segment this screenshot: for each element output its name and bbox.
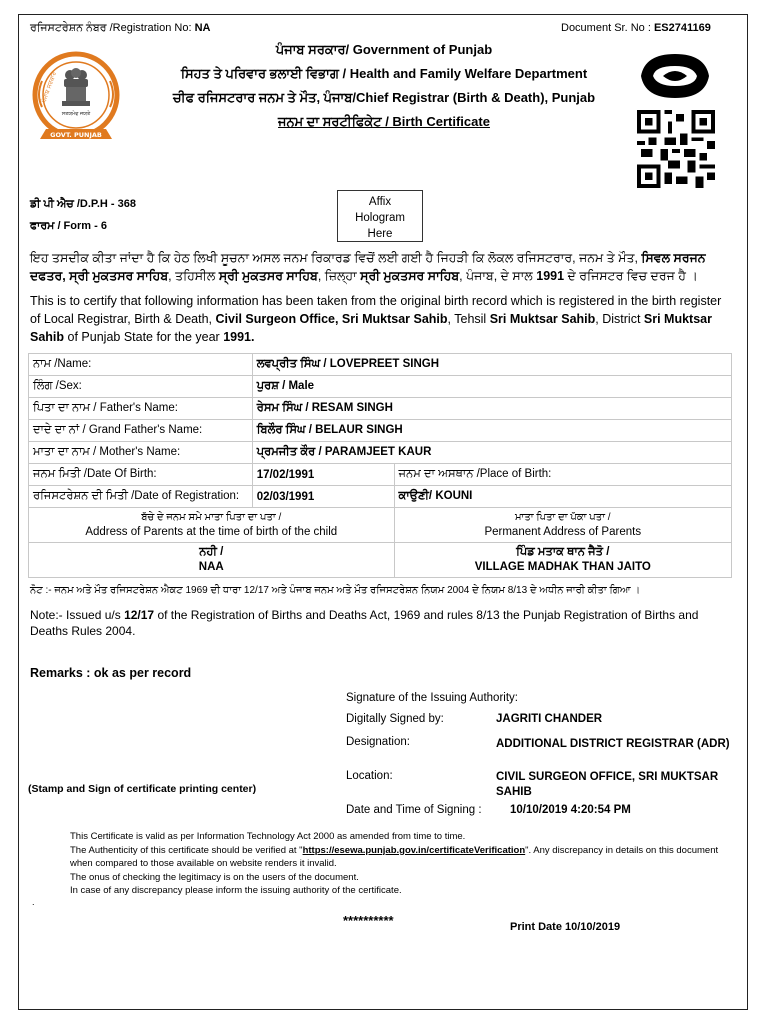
registration-label: ਰਜਿਸਟਰੇਸ਼ਨ ਨੰਬਰ /Registration No: xyxy=(30,22,192,34)
esewa-logo-icon xyxy=(635,48,715,104)
seal-ribbon-text: GOVT. PUNJAB xyxy=(50,131,102,139)
mother-value: ਪ੍ਰਮਜੀਤ ਕੌਰ / PARAMJEET KAUR xyxy=(252,442,731,464)
form-number: ਫਾਰਮ / Form - 6 xyxy=(30,220,107,232)
table-row xyxy=(29,508,732,543)
english-certify-paragraph: This is to certify that following information has been taken from the original birth record which is registered in the birth register of Local Registrar, Birth & Death, Civil Surgeon Office, Sri Muktsar Sahib, Tehsil Sri Muktsar Sahib, District Sri Muktsar Sahib of Punjab State for the year 1991. xyxy=(30,294,722,344)
note-english: Note:- Issued u/s 12/17 of the Registration of Births and Deaths Act, 1969 and rules 8/13 the Punjab Registration of Births and Deaths Rules 2004. xyxy=(30,608,699,638)
header-government: ਪੰਜਾਬ ਸਰਕਾਰ/ Government of Punjab xyxy=(275,42,493,57)
registration-value: NA xyxy=(194,22,211,34)
permanent-address-value: ਪਿੰਡ ਮਤਾਕ ਥਾਨ ਜੈਤੋ / VILLAGE MADHAK THAN JAITO xyxy=(394,543,731,578)
stars-separator: ********** xyxy=(343,913,394,928)
hologram-box xyxy=(337,190,423,242)
sex-label: ਲਿੰਗ /Sex: xyxy=(29,376,253,398)
father-value: ਰੇਸਮ ਸਿੰਘ / RESAM SINGH xyxy=(252,398,731,420)
name-value: ਲਵਪ੍ਰੀਤ ਸਿੰਘ / LOVEPREET SINGH xyxy=(252,354,731,376)
location-label: Location: xyxy=(346,770,393,782)
remarks: Remarks : ok as per record xyxy=(30,666,192,680)
address-at-birth-header: ਬੱਚੇ ਦੇ ਜਨਮ ਸਮੇ ਮਾਤਾ ਪਿਤਾ ਦਾ ਪਤਾ / Address of Parents at the time of birth of the child xyxy=(29,508,395,543)
header-registrar: ਚੀਫ ਰਜਿਸਟਰਾਰ ਜਨਮ ਤੇ ਮੌਤ, ਪੰਜਾਬ/Chief Registrar (Birth & Death), Punjab xyxy=(172,90,596,105)
seal-top-text: ਪੰਜਾਬ ਸਰਕਾਰ xyxy=(40,70,58,104)
doc-sr-label: Document Sr. No : xyxy=(561,22,651,34)
table-row xyxy=(29,442,732,464)
table-row xyxy=(29,354,732,376)
address-at-birth-value: ਨਹੀ / NAA xyxy=(29,543,395,578)
grandfather-value: ਬਿਲੌਰ ਸਿੰਘ / BELAUR SINGH xyxy=(252,420,731,442)
note-punjabi: ਨੋਟ :- ਜਨਮ ਅਤੇ ਮੌਤ ਰਜਿਸਟਰੇਸ਼ਨ ਐਕਟ 1969 ਦੀ ਧਾਰਾ 12/17 ਅਤੇ ਪੰਜਾਬ ਜਨਮ ਅਤੇ ਮੌਤ ਰਜਿਸਟਰੇਸ਼ਨ ਨਿਯਮ 2004 ਦੇ ਨਿਯਮ 8/13 ਦੇ ਅਧੀਨ ਜਾਰੀ ਕੀਤਾ ਗਿਆ । xyxy=(30,585,641,596)
signing-datetime-value: 10/10/2019 4:20:54 PM xyxy=(510,804,631,816)
designation-label: Designation: xyxy=(346,736,410,748)
mother-label: ਮਾਤਾ ਦਾ ਨਾਮ / Mother's Name: xyxy=(29,442,253,464)
document-serial xyxy=(561,22,711,34)
hologram-line1: Affix xyxy=(368,196,392,208)
designation-value: ADDITIONAL DISTRICT REGISTRAR (ADR) xyxy=(496,738,730,750)
validity-notes: This Certificate is valid as per Information Technology Act 2000 as amended from time to time. The Authenticity of this certificate should be verified at "https://esewa.punjab.gov.in/certificateVerification". Any discrepancy in details on this document when compared to those available on website renders it invalid. The onus of checking the legitimacy is on the users of the document. In case of any discrepancy please inform the issuing authority of the certificate. xyxy=(70,830,730,898)
dor-label: ਰਜਿਸਟਰੇਸ਼ਨ ਦੀ ਮਿਤੀ /Date of Registration: xyxy=(29,486,253,508)
dob-value: 17/02/1991 xyxy=(252,464,394,486)
hologram-line3: Here xyxy=(367,228,393,240)
certificate-title: ਜਨਮ ਦਾ ਸਰਟੀਫਿਕੇਟ / Birth Certificate xyxy=(278,114,490,129)
table-row xyxy=(29,376,732,398)
location-value: CIVIL SURGEON OFFICE, SRI MUKTSAR SAHIB xyxy=(496,771,719,798)
pob-label: ਜਨਮ ਦਾ ਅਸਥਾਨ /Place of Birth: xyxy=(394,464,731,486)
name-label: ਨਾਮ /Name: xyxy=(29,354,253,376)
grandfather-label: ਦਾਦੇ ਦਾ ਨਾਂ / Grand Father's Name: xyxy=(29,420,253,442)
registration-number xyxy=(30,22,211,35)
signed-by-value: JAGRITI CHANDER xyxy=(496,713,603,725)
verification-link[interactable]: https://esewa.punjab.gov.in/certificateVerification xyxy=(302,844,526,856)
signature-heading: Signature of the Issuing Authority: xyxy=(346,692,518,704)
dph-number: ਡੀ ਪੀ ਐਚ /D.P.H - 368 xyxy=(30,198,136,210)
father-label: ਪਿਤਾ ਦਾ ਨਾਮ / Father's Name: xyxy=(29,398,253,420)
verification-text: The Authenticity of this certificate should be verified at "https://esewa.punjab.gov.in/certificateVerification". Any discrepancy in details on this document when compared to those available on website renders it invalid. xyxy=(70,844,719,869)
qr-code-icon xyxy=(636,110,716,188)
table-row xyxy=(29,464,732,486)
stamp-sign-label: (Stamp and Sign of certificate printing center) xyxy=(28,783,257,795)
details-table xyxy=(28,353,732,578)
doc-sr-value: ES2741169 xyxy=(653,22,711,34)
permanent-address-header: ਮਾਤਾ ਪਿਤਾ ਦਾ ਪੱਕਾ ਪਤਾ / Permanent Address of Parents xyxy=(394,508,731,543)
punjabi-certify-paragraph: ਇਹ ਤਸਦੀਕ ਕੀਤਾ ਜਾਂਦਾ ਹੈ ਕਿ ਹੇਠ ਲਿਖੀ ਸੂਚਨਾ ਅਸਲ ਜਨਮ ਰਿਕਾਰਡ ਵਿਚੋਂ ਲਈ ਗਈ ਹੈ ਜਿਹੜੀ ਕਿ ਲੋਕਲ ਰਜਿਸਟਰਾਰ, ਜਨਮ ਤੇ ਮੌਤ, ਸਿਵਲ ਸਰਜਨ ਦਫਤਰ, ਸ੍ਰੀ ਮੁਕਤਸਰ ਸਾਹਿਬ, ਤਹਿਸੀਲ ਸ੍ਰੀ ਮੁਕਤਸਰ ਸਾਹਿਬ, ਜ਼ਿਲ੍ਹਾ ਸ੍ਰੀ ਮੁਕਤਸਰ ਸਾਹਿਬ, ਪੰਜਾਬ, ਦੇ ਸਾਲ 1991 ਦੇ ਰਜਿਸਟਰ ਵਿਚ ਦਰਜ ਹੈ । xyxy=(30,251,706,283)
sex-value: ਪੁਰਸ਼ / Male xyxy=(252,376,731,398)
table-row xyxy=(29,543,732,578)
table-row xyxy=(29,486,732,508)
header-department: ਸਿਹਤ ਤੇ ਪਰਿਵਾਰ ਭਲਾਈ ਵਿਭਾਗ / Health and Family Welfare Department xyxy=(180,66,588,81)
hologram-line2: Hologram xyxy=(355,212,405,224)
print-date: Print Date 10/10/2019 xyxy=(510,921,621,933)
dor-value: 02/03/1991 xyxy=(252,486,394,508)
dob-label: ਜਨਮ ਮਿਤੀ /Date Of Birth: xyxy=(29,464,253,486)
pob-value: ਕਾਉਣੀ/ KOUNI xyxy=(394,486,731,508)
footer-dot: . xyxy=(32,897,35,907)
svg-text:ਸਤਯਮੇਵ ਜਯਤੇ: ਸਤਯਮੇਵ ਜਯਤੇ xyxy=(61,111,91,117)
signed-by-label: Digitally Signed by: xyxy=(346,713,444,725)
signing-datetime-label: Date and Time of Signing : xyxy=(346,804,482,816)
table-row xyxy=(29,420,732,442)
table-row xyxy=(29,398,732,420)
